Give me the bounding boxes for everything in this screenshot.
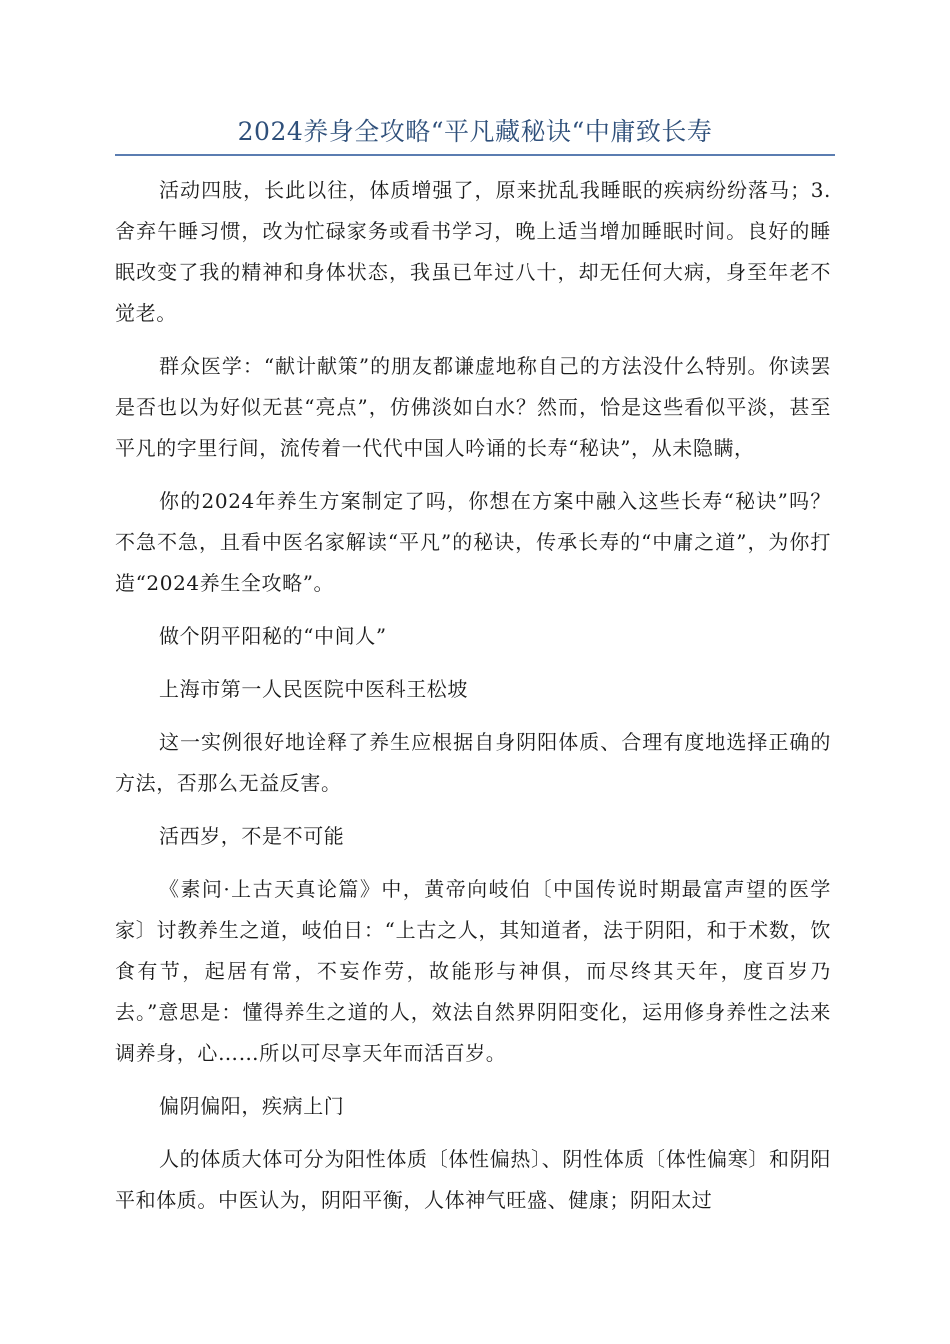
paragraph: 活动四肢，长此以往，体质增强了，原来扰乱我睡眠的疾病纷纷落马；3.舍弃午睡习惯，改为忙碌家务或看书学习，晚上适当增加睡眠时间。良好的睡眠改变了我的精神和身体状态，我虽已年过八十，却无任何大病，身至年老不觉老。 [115, 178, 831, 325]
paragraph: 群众医学：“献计献策”的朋友都谦虚地称自己的方法没什么特别。你读罢是否也以为好似无甚“亮点”，仿佛淡如白水？然而，恰是这些看似平淡，甚至平凡的字里行间，流传着一代代中国人吟诵的长寿“秘诀”，从未隐瞒， [115, 354, 831, 460]
section-heading: 偏阴偏阳，疾病上门 [159, 1094, 345, 1118]
paragraph: 人的体质大体可分为阳性体质〔体性偏热〕、阴性体质〔体性偏寒〕和阴阳平和体质。中医认为，阴阳平衡，人体神气旺盛、健康；阴阳太过 [115, 1147, 831, 1212]
author-line: 上海市第一人民医院中医科王松坡 [159, 677, 468, 701]
section-heading: 活西岁，不是不可能 [159, 824, 345, 848]
paragraph: 《素问·上古天真论篇》中，黄帝向岐伯〔中国传说时期最富声望的医学家〕讨教养生之道，岐伯日：“上古之人，其知道者，法于阴阳，和于术数，饮食有节，起居有常，不妄作劳，故能形与神俱，而尽终其天年，度百岁乃去。”意思是：懂得养生之道的人，效法自然界阴阳变化，运用修身养性之法来调养身，心……所以可尽享天年而活百岁。 [115, 877, 831, 1065]
section-heading: 做个阴平阳秘的“中间人” [159, 624, 387, 648]
document-body [115, 170, 831, 1233]
paragraph: 你的2024年养生方案制定了吗，你想在方案中融入这些长寿“秘诀”吗？不急不急，且看中医名家解读“平凡”的秘诀，传承长寿的“中庸之道”，为你打造“2024养生全攻略”。 [115, 489, 831, 595]
title-underline [115, 154, 835, 156]
document-title: 2024养身全攻略“平凡藏秘诀“中庸致长寿 [237, 117, 713, 146]
paragraph: 这一实例很好地诠释了养生应根据自身阴阳体质、合理有度地选择正确的方法，否那么无益反害。 [115, 730, 831, 795]
